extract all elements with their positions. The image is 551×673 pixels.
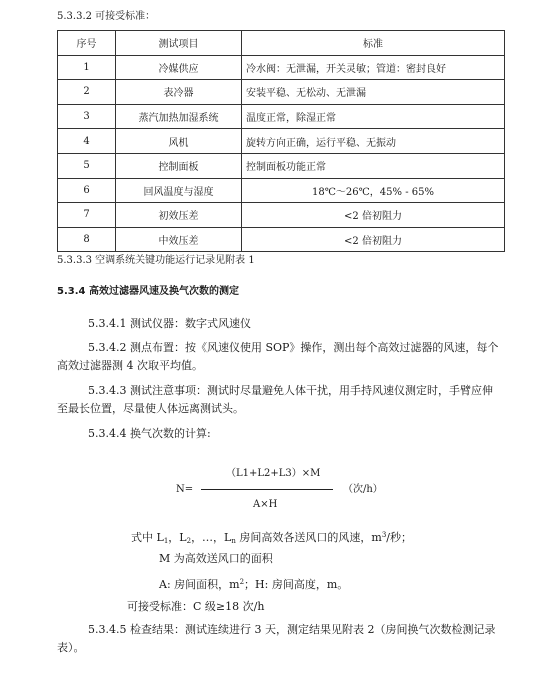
row-number: 2 xyxy=(58,80,116,105)
acceptance-criterion: 可接受标准：C 级≥18 次/h xyxy=(127,600,265,613)
formula-numerator: （L1+L2+L3）×M xyxy=(226,468,321,479)
para-5-3-4-2-line2: 高效过滤器测 4 次取平均值。 xyxy=(57,359,203,372)
row-test-item: 冷媒供应 xyxy=(116,55,242,80)
row-number: 7 xyxy=(58,203,116,228)
acceptance-criteria-table xyxy=(57,30,505,252)
row-test-item: 蒸汽加热加湿系统 xyxy=(116,104,242,129)
para-5-3-3-3: 5.3.3.3 空调系统关键功能运行记录见附表 1 xyxy=(57,255,255,266)
row-test-item: 初效压差 xyxy=(116,203,242,228)
m-definition: M 为高效送风口的面积 xyxy=(159,552,273,565)
para-5-3-4-1: 5.3.4.1 测试仪器：数字式风速仪 xyxy=(88,317,251,330)
row-test-item: 控制面板 xyxy=(116,153,242,178)
table-row xyxy=(58,203,505,228)
table-row xyxy=(58,80,505,105)
a-h-definition: A: 房间面积，$m^2$；H: 房间高度，m。 xyxy=(159,578,349,591)
row-standard: 温度正常，除湿正常 xyxy=(242,104,505,129)
row-standard: <2 倍初阻力 xyxy=(242,203,505,228)
para-5-3-4-2-line1: 5.3.4.2 测点布置：按《风速仪使用 SOP》操作，测出每个高效过滤器的风速，每个 xyxy=(88,341,499,354)
formula-denominator: A×H xyxy=(253,499,278,510)
row-test-item: 回风温度与湿度 xyxy=(116,178,242,203)
row-standard: 安装平稳、无松动、无泄漏 xyxy=(242,80,505,105)
table-row xyxy=(58,104,505,129)
para-5-3-4-5-line1: 5.3.4.5 检查结果：测试连续进行 3 天，测定结果见附表 2（房间换气次数检测记录 xyxy=(88,623,496,636)
table-header-row xyxy=(58,31,505,56)
para-5-3-4-5-line2: 表）。 xyxy=(57,641,85,654)
para-5-3-4-4: 5.3.4.4 换气次数的计算: xyxy=(88,427,211,440)
row-number: 4 xyxy=(58,129,116,154)
row-number: 8 xyxy=(58,227,116,252)
row-standard: 18℃～26℃，45% - 65% xyxy=(242,178,505,203)
row-standard: <2 倍初阻力 xyxy=(242,227,505,252)
table-row xyxy=(58,153,505,178)
table-row xyxy=(58,129,505,154)
row-standard: 旋转方向正确，运行平稳、无振动 xyxy=(242,129,505,154)
row-test-item: 风机 xyxy=(116,129,242,154)
table-row xyxy=(58,227,505,252)
row-number: 1 xyxy=(58,55,116,80)
header-item: 测试项目 xyxy=(116,31,242,56)
table-row xyxy=(58,55,505,80)
row-standard: 控制面板功能正常 xyxy=(242,153,505,178)
section-heading-5-3-4: 5.3.4 高效过滤器风速及换气次数的测定 xyxy=(57,286,239,297)
para-5-3-4-3-line2: 至最长位置，尽量使人体远离测试头。 xyxy=(57,402,244,415)
header-standard: 标准 xyxy=(242,31,505,56)
header-no: 序号 xyxy=(58,31,116,56)
table-row xyxy=(58,178,505,203)
row-test-item: 中效压差 xyxy=(116,227,242,252)
section-heading-5-3-3-2: 5.3.3.2 可接受标准： xyxy=(57,11,156,22)
row-number: 5 xyxy=(58,153,116,178)
formula-where-line: 式中 $L_1$，$L_2$，…，$L_n$ 房间高效各送风口的风速，$m^3/$秒； xyxy=(131,531,413,545)
para-5-3-4-3-line1: 5.3.4.3 测试注意事项：测试时尽量避免人体干扰，用手持风速仪测定时，手臂应伸 xyxy=(88,384,493,397)
row-standard: 冷水阀：无泄漏，开关灵敏；管道：密封良好 xyxy=(242,55,505,80)
formula-lhs: N= xyxy=(176,484,194,495)
row-number: 6 xyxy=(58,178,116,203)
row-number: 3 xyxy=(58,104,116,129)
fraction-bar xyxy=(201,489,333,490)
row-test-item: 表冷器 xyxy=(116,80,242,105)
formula-unit: （次/h） xyxy=(343,484,383,495)
